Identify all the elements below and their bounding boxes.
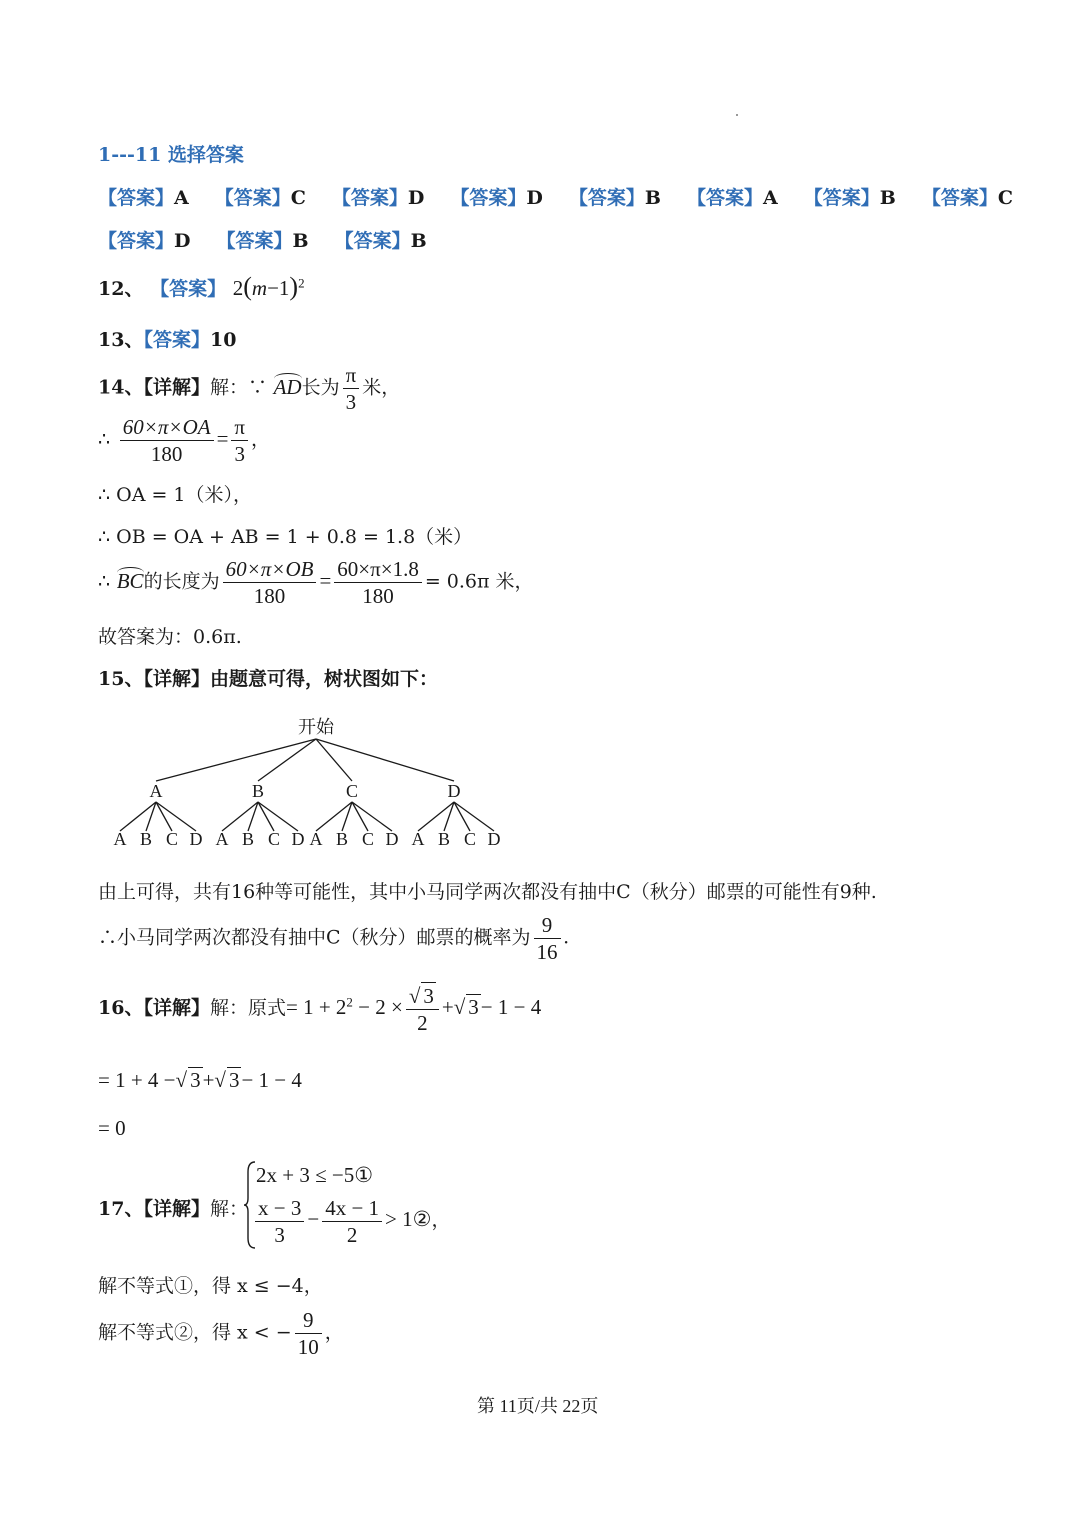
comma: ， [431,1209,451,1231]
plus: + [202,1068,215,1092]
tree-branch [352,802,368,831]
tree-branch [156,802,172,831]
q14-frac-pi: $\frac{\pi}{3}$ [231,414,248,467]
answer-value: C [997,187,1013,209]
q14-frac-18: $\frac{60\times\pi\times 1.8}{180}$ [334,556,422,609]
q15-intro: 由题意可得，树状图如下： [209,668,438,690]
q16-tag: 【详解】 [143,997,210,1019]
page-footer: 第 11页/共 22页 [477,1396,599,1416]
tree-node-level2: B [139,829,153,849]
answer-item [922,187,1013,209]
choice-row-2 [98,226,453,253]
answer-item [332,187,425,209]
answer-item [569,187,661,209]
tree-node-level2: B [241,829,255,849]
q14-length-text: 的长度为 [143,570,220,593]
tree-node-level2: A [411,829,425,849]
tree-node-level1: A [149,781,163,801]
q12-var: m [251,276,268,300]
tree-node-level2: C [267,829,281,849]
tree-branch [454,802,494,831]
therefore-sign: ∴ [98,570,111,593]
tree-root: 开始 [298,717,334,737]
q15-number: 15、 [98,668,144,690]
q16-expr-b: − 2 × [352,995,403,1019]
choice-row-1 [98,183,1039,210]
answer-label: 【答案】 [216,230,293,252]
q14-unit: 米， [362,376,401,399]
q12-tail: −1 [267,276,290,300]
q17-sol2-text: 解不等式②，得 x < − [98,1321,292,1344]
tree-node-level2: A [309,829,323,849]
q12-coef: 2 [232,276,244,300]
q17-label [98,1194,248,1221]
tree-node-level2: B [335,829,349,849]
q16-line-3: = 0 [98,1116,126,1140]
q14-line-2 [98,414,270,467]
tree-node-level2: C [361,829,375,849]
q14-number: 14、 [98,376,144,399]
answer-label: 【答案】 [568,187,645,209]
q14-line-5 [98,556,534,609]
q14-result: = 0.6π 米， [424,570,534,593]
answer-label: 【答案】 [921,187,998,209]
answer-item [804,187,896,209]
q14-intro: 解：∵ [209,376,267,399]
q15-line-3 [98,912,569,965]
q16-intro: 解：原式 [209,997,286,1019]
q16-expr-a: = 1 + 2 [285,995,347,1019]
answer-value: B [879,187,896,209]
answer-label: 【答案】 [686,187,763,209]
answer-value: D [526,187,543,209]
tree-node-level2: A [215,829,229,849]
tree-branch [156,802,196,831]
answer-label: 【答案】 [214,187,291,209]
answer-value: B [410,230,427,252]
ineq-2 [252,1195,450,1248]
sqrt-3: 3 [468,995,479,1019]
q14-line-4: ∴ OB = OA + AB = 1 + 0.8 = 1.8（米） [98,526,473,548]
tree-node-level2: D [189,829,203,849]
arc-bc: BC [116,568,144,593]
answer-item [217,230,309,252]
q14-len-text: 长为 [301,376,340,399]
answer-label: 【答案】 [98,230,175,252]
q15-tag: 【详解】 [143,668,210,690]
tree-branch [352,802,392,831]
comma: ， [251,428,271,451]
eq-sign: = [216,426,229,451]
tree-node-level2: C [165,829,179,849]
tree-node-level2: D [385,829,399,849]
answer-label: 【答案】 [450,187,527,209]
ineq2-frac-2: $\frac{4x - 1}{2}$ [322,1195,382,1248]
q12-label: 【答案】 [150,278,227,300]
pi-over-3: $\frac{\pi}{3}$ [343,362,360,415]
q17-intro: 解： [209,1198,248,1220]
q14-frac-oa: $\frac{60\times\pi\times OA}{180}$ [120,414,214,467]
tree-node-level2: D [487,829,501,849]
q16-exp: 2 [346,994,353,1010]
q12-exp: 2 [298,275,305,291]
answer-value: B [644,187,661,209]
minus: − [307,1207,320,1231]
tree-branch [258,802,274,831]
tree-node-level1: D [447,781,461,801]
answer-value: B [292,230,309,252]
q13-value: 10 [209,329,237,351]
q14-line-1 [98,362,400,415]
q16-l2-c: − 1 − 4 [241,1068,302,1092]
answer-item [98,230,191,252]
ineq2-frac-1: $\frac{x - 3}{3}$ [255,1195,304,1248]
q17-tag: 【详解】 [143,1198,210,1220]
q15-prob-frac: $\frac{9}{16}$ [534,912,561,965]
q14-line-3: ∴ OA = 1（米）， [98,484,253,506]
answer-item [335,230,427,252]
q13-label: 【答案】 [143,329,210,351]
q17-sol-1: 解不等式①，得 x ≤ −4， [98,1275,323,1297]
q17-number: 17、 [98,1198,144,1220]
answer-value: A [763,187,778,209]
q17-sol-2 [98,1307,344,1360]
answer-item [215,187,306,209]
q16-l2-a: = 1 + 4 − [98,1068,176,1092]
q14-frac-ob: $\frac{60\times\pi\times OB}{180}$ [223,556,317,609]
q16-frac: $\frac{√ 3}{2}$ [406,982,439,1036]
tree-branch [156,739,316,781]
tree-node-level2: D [291,829,305,849]
ineq-1: 2x + 3 ≤ −5① [256,1163,374,1187]
answer-label: 【答案】 [334,230,411,252]
answer-value: A [174,187,189,209]
therefore-sign: ∴ [98,428,111,451]
tree-node-level1: C [345,781,359,801]
sqrt-3: 3 [190,1068,201,1092]
tree-node-level2: A [113,829,127,849]
q15-line-2: 由上可得，共有16种等可能性，其中小马同学两次都没有抽中C（秋分）邮票的可能性有9种. [98,881,877,903]
answer-value: D [407,187,425,209]
answer-item [687,187,778,209]
tree-node-level2: B [437,829,451,849]
q16-line-1: 16、【详解】解：原式= $1 + 2^2 - 2$ × $\frac{√ 3}{2}$ +√ 3− 1 − 4 [98,984,542,1035]
answer-label: 【答案】 [803,187,880,209]
tree-branch [454,802,470,831]
q12-number: 12、 [98,278,144,300]
q16-line-2: = 1 + 4 −√ 3+√ 3− 1 − 4 [98,1068,302,1092]
q16-number: 16、 [98,997,144,1019]
sqrt-3: 3 [228,1068,240,1092]
tree-node-level1: B [251,781,265,801]
q15-line-1 [98,664,438,691]
answer-item [450,187,543,209]
answer-item [98,187,189,209]
speck [736,114,738,116]
tree-node-level2: C [463,829,477,849]
plus: + [441,995,454,1019]
answer-value: C [290,187,306,209]
tree-branch [258,802,298,831]
answer-label: 【答案】 [331,187,408,209]
q14-line-6: 故答案为：0.6π. [98,626,242,648]
arc-ad: AD [273,374,302,399]
q17-sol2-frac: $\frac{9}{10}$ [295,1307,322,1360]
tree-branch [316,739,352,781]
comma: ， [324,1321,344,1344]
q13-number: 13、 [98,329,144,351]
q16-expr-d: − 1 − 4 [480,995,542,1019]
tree-branch [258,739,316,781]
answer-label: 【答案】 [98,187,175,209]
answer-value: D [174,230,191,252]
ineq2-tail: > 1② [385,1207,432,1231]
q12-line: 12、 【答案】 $2(m-1)^2$ [98,272,305,301]
q14-tag: 【详解】 [143,376,210,399]
tree-branch [316,739,454,781]
eq-sign: = [319,568,332,593]
q15-prob-text: ∴小马同学两次都没有抽中C（秋分）邮票的概率为 [98,926,531,949]
tree-diagram [100,705,520,855]
q13-line [98,325,236,352]
period: . [563,924,569,949]
choice-heading: 1---11 选择答案 [98,144,244,166]
